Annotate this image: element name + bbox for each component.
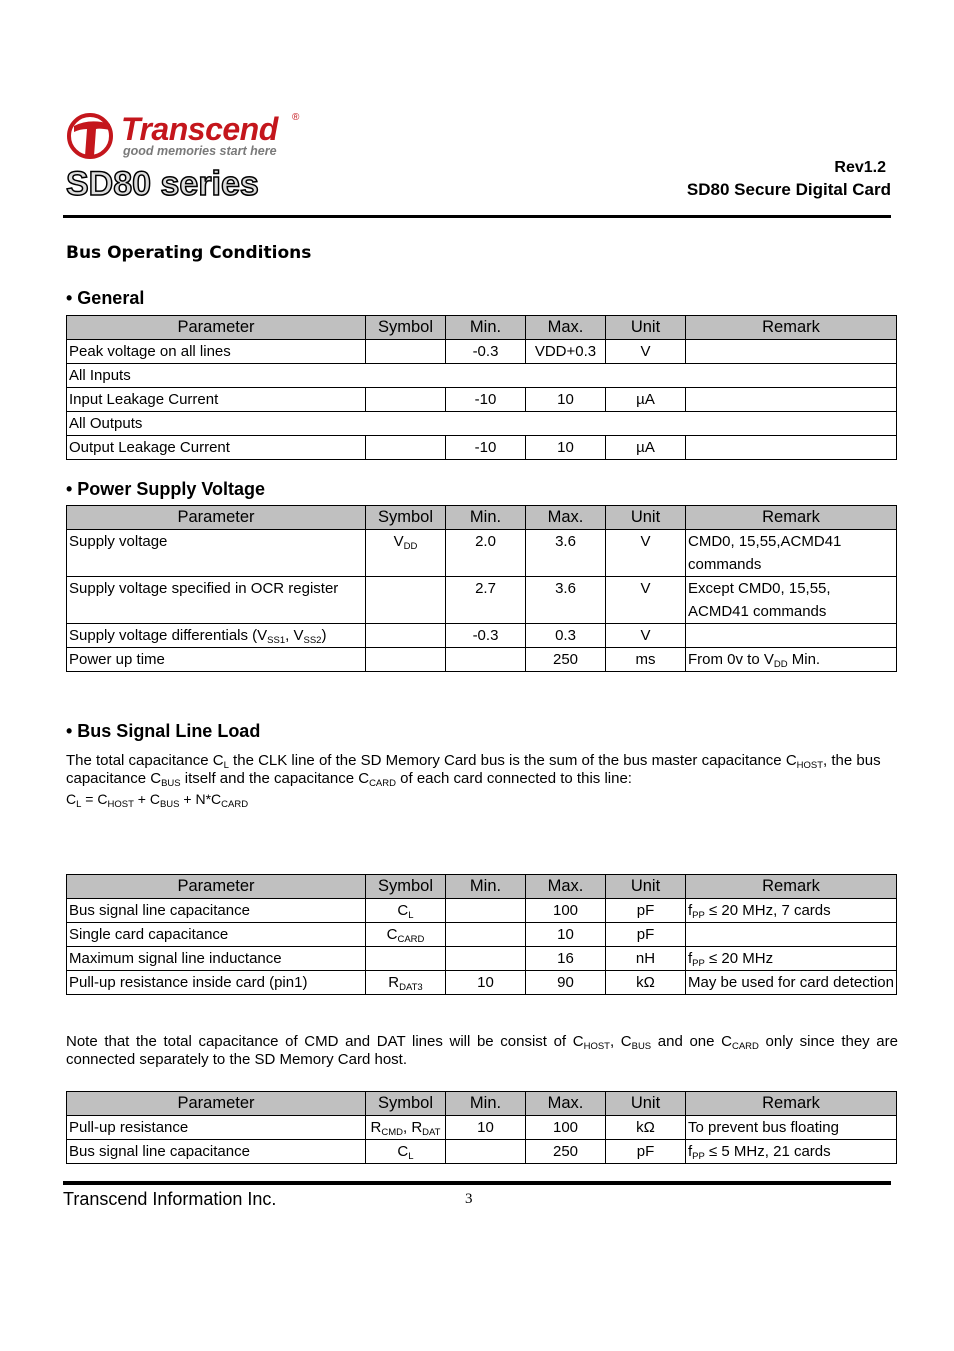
col-symbol: Symbol [366, 506, 446, 530]
col-unit: Unit [606, 506, 686, 530]
para-text: of each card connected to this line: [395, 770, 632, 787]
cell-remark [686, 1140, 897, 1164]
cell-min [446, 923, 526, 947]
col-max: Max. [526, 1092, 606, 1116]
cell-parameter: Maximum signal line inductance [67, 947, 366, 971]
table-row [67, 577, 897, 624]
table-header-row [67, 506, 897, 530]
cell-unit: V [606, 340, 686, 364]
col-parameter: Parameter [67, 316, 366, 340]
group-label: All Inputs [67, 364, 897, 388]
cell-min: -10 [446, 436, 526, 460]
cell-symbol [366, 577, 446, 624]
remark-text: ≤ 5 MHz, 21 cards [704, 1143, 831, 1160]
cell-parameter: Supply voltage specified in OCR register [67, 577, 366, 624]
col-symbol: Symbol [366, 316, 446, 340]
cell-remark [686, 388, 897, 412]
para-subscript: CARD [369, 778, 396, 789]
param-subscript: SS1 [267, 635, 286, 646]
registered-mark: ® [292, 112, 300, 123]
cell-symbol [366, 971, 446, 995]
bus-signal-paragraph [66, 752, 898, 788]
cell-min: 2.7 [446, 577, 526, 624]
col-max: Max. [526, 875, 606, 899]
cell-symbol [366, 1140, 446, 1164]
para-text: itself and the capacitance C [180, 770, 370, 787]
col-symbol: Symbol [366, 1092, 446, 1116]
col-min: Min. [446, 1092, 526, 1116]
col-max: Max. [526, 316, 606, 340]
cell-max: 100 [526, 1116, 606, 1140]
table-row [67, 530, 897, 577]
note-paragraph [66, 1033, 898, 1069]
bus-signal-heading: • Bus Signal Line Load [66, 721, 261, 741]
cell-parameter: Pull-up resistance [67, 1116, 366, 1140]
general-table [66, 315, 897, 460]
cell-unit: pF [606, 1140, 686, 1164]
cell-min [446, 899, 526, 923]
cell-max: 3.6 [526, 530, 606, 577]
cell-remark [686, 923, 897, 947]
formula-text: + C [133, 791, 160, 807]
general-heading: • General [66, 288, 145, 308]
cell-min [446, 1140, 526, 1164]
remark-text: f [688, 950, 693, 967]
cell-max: 250 [526, 648, 606, 672]
cell-unit: pF [606, 899, 686, 923]
cell-remark [686, 899, 897, 923]
param-subscript: SS2 [303, 635, 322, 646]
cell-parameter: Single card capacitance [67, 923, 366, 947]
param-text: Supply voltage differentials (V [69, 627, 268, 644]
power-heading: • Power Supply Voltage [66, 479, 266, 499]
cell-max: 16 [526, 947, 606, 971]
cell-max: 0.3 [526, 624, 606, 648]
para-subscript: BUS [161, 778, 181, 789]
footer-company: Transcend Information Inc. [63, 1189, 277, 1209]
cell-unit: V [606, 577, 686, 624]
remark-text: f [688, 902, 693, 919]
footer-divider [63, 1181, 891, 1185]
formula-subscript: CARD [221, 799, 249, 810]
cell-min: 10 [446, 971, 526, 995]
cell-remark [686, 648, 897, 672]
series-title: SD80 series [66, 165, 259, 203]
cell-parameter: Bus signal line capacitance [67, 899, 366, 923]
table-row [67, 923, 897, 947]
cell-parameter: Pull-up resistance inside card (pin1) [67, 971, 366, 995]
cell-max: 100 [526, 899, 606, 923]
cell-symbol [366, 1116, 446, 1140]
table-header-row [67, 1092, 897, 1116]
col-remark: Remark [686, 506, 897, 530]
cell-max: 10 [526, 923, 606, 947]
cell-symbol [366, 923, 446, 947]
cell-min: -0.3 [446, 340, 526, 364]
col-remark: Remark [686, 875, 897, 899]
cell-symbol [366, 340, 446, 364]
param-text: , V [285, 627, 304, 644]
cell-parameter: Output Leakage Current [67, 436, 366, 460]
table-header-row [67, 875, 897, 899]
col-parameter: Parameter [67, 506, 366, 530]
symbol-subscript: CMD [381, 1127, 403, 1138]
symbol-text: V [393, 533, 404, 550]
symbol-text: C [397, 1143, 409, 1160]
table-row [67, 947, 897, 971]
cell-unit: V [606, 624, 686, 648]
cell-min: -10 [446, 388, 526, 412]
table-header-row [67, 316, 897, 340]
remark-subscript: DD [773, 659, 788, 670]
formula-subscript: HOST [107, 799, 134, 810]
col-remark: Remark [686, 1092, 897, 1116]
para-text: The total capacitance C [66, 752, 224, 769]
table-row [67, 1140, 897, 1164]
capacitance-formula [66, 790, 898, 808]
symbol-text: R [388, 974, 400, 991]
table-row [67, 899, 897, 923]
remark-subscript: PP [692, 1151, 705, 1162]
note-text: Note that the total capacitance of CMD and DAT lines will be consist of C [66, 1033, 584, 1050]
pullup-table [66, 1091, 897, 1164]
cell-unit: kΩ [606, 971, 686, 995]
cell-unit: kΩ [606, 1116, 686, 1140]
note-subscript: BUS [631, 1041, 652, 1052]
remark-text: Min. [787, 651, 821, 668]
col-symbol: Symbol [366, 875, 446, 899]
table-group-row [67, 364, 897, 388]
remark-subscript: PP [692, 958, 705, 969]
note-subscript: HOST [583, 1041, 610, 1052]
cell-symbol [366, 436, 446, 460]
product-title: SD80 Secure Digital Card [686, 180, 891, 199]
para-subscript: L [223, 760, 229, 771]
remark-text: ≤ 20 MHz [704, 950, 774, 967]
cell-remark: To prevent bus floating [686, 1116, 897, 1140]
symbol-text: R [370, 1119, 382, 1136]
note-subscript: CARD [731, 1041, 759, 1052]
formula-text: + N*C [179, 791, 222, 807]
table-row [67, 388, 897, 412]
cell-unit: V [606, 530, 686, 577]
cell-min: 2.0 [446, 530, 526, 577]
remark-text: From 0v to V [688, 651, 774, 668]
cell-symbol [366, 530, 446, 577]
cell-min [446, 947, 526, 971]
remark-text: f [688, 1143, 693, 1160]
symbol-text: , R [403, 1119, 423, 1136]
cell-symbol [366, 648, 446, 672]
table-row [67, 624, 897, 648]
symbol-text: C [386, 926, 398, 943]
header-divider [63, 215, 891, 218]
symbol-subscript: DAT3 [399, 982, 423, 993]
symbol-subscript: DAT [422, 1127, 441, 1138]
cell-max: 10 [526, 436, 606, 460]
col-min: Min. [446, 316, 526, 340]
cell-remark [686, 436, 897, 460]
table-row [67, 340, 897, 364]
symbol-subscript: DD [403, 541, 418, 552]
cell-min: -0.3 [446, 624, 526, 648]
note-text: , C [609, 1033, 632, 1050]
cell-unit: µA [606, 388, 686, 412]
logo-wordmark: Transcend [121, 111, 278, 147]
para-text: , the bus capacitance C [66, 752, 881, 787]
col-unit: Unit [606, 316, 686, 340]
formula-subscript: BUS [159, 799, 180, 810]
cell-remark [686, 624, 897, 648]
cell-symbol [366, 947, 446, 971]
cell-unit: nH [606, 947, 686, 971]
cell-max: 3.6 [526, 577, 606, 624]
cell-min: 10 [446, 1116, 526, 1140]
col-min: Min. [446, 506, 526, 530]
logo-tagline: good memories start here [123, 144, 277, 158]
col-parameter: Parameter [67, 875, 366, 899]
section-title: Bus Operating Conditions [66, 243, 312, 263]
table-group-row [67, 412, 897, 436]
cell-unit: pF [606, 923, 686, 947]
power-table [66, 505, 897, 672]
cell-parameter: Bus signal line capacitance [67, 1140, 366, 1164]
cell-symbol [366, 899, 446, 923]
bus-signal-table [66, 874, 897, 995]
col-unit: Unit [606, 1092, 686, 1116]
cell-parameter: Peak voltage on all lines [67, 340, 366, 364]
transcend-t-icon [66, 112, 118, 160]
cell-unit: µA [606, 436, 686, 460]
cell-remark: CMD0, 15,55,ACMD41 commands [686, 530, 897, 577]
transcend-logo [66, 112, 306, 162]
formula-text: C [66, 791, 77, 807]
col-min: Min. [446, 875, 526, 899]
table-row [67, 971, 897, 995]
col-remark: Remark [686, 316, 897, 340]
symbol-subscript: CARD [397, 934, 425, 945]
cell-unit: ms [606, 648, 686, 672]
cell-remark [686, 947, 897, 971]
cell-parameter: Power up time [67, 648, 366, 672]
cell-max: 250 [526, 1140, 606, 1164]
table-row [67, 436, 897, 460]
cell-remark: May be used for card detection [686, 971, 897, 995]
cell-remark [686, 340, 897, 364]
cell-max: 10 [526, 388, 606, 412]
symbol-subscript: L [408, 910, 414, 921]
cell-max: 90 [526, 971, 606, 995]
cell-min [446, 648, 526, 672]
formula-text: = C [81, 791, 108, 807]
para-subscript: HOST [796, 760, 824, 771]
cell-parameter: Supply voltage [67, 530, 366, 577]
symbol-text: C [397, 902, 409, 919]
para-text: the CLK line of the SD Memory Card bus is the sum of the bus master capacitance C [228, 752, 797, 769]
col-unit: Unit [606, 875, 686, 899]
formula-subscript: L [76, 799, 82, 810]
note-text: and one C [651, 1033, 732, 1050]
cell-max: VDD+0.3 [526, 340, 606, 364]
table-row [67, 648, 897, 672]
cell-symbol [366, 624, 446, 648]
cell-parameter: Input Leakage Current [67, 388, 366, 412]
param-text: ) [321, 627, 327, 644]
col-parameter: Parameter [67, 1092, 366, 1116]
cell-symbol [366, 388, 446, 412]
revision-label: Rev1.2 [834, 159, 886, 176]
remark-text: ≤ 20 MHz, 7 cards [704, 902, 831, 919]
symbol-subscript: L [408, 1151, 414, 1162]
cell-remark: Except CMD0, 15,55, ACMD41 commands [686, 577, 897, 624]
group-label: All Outputs [67, 412, 897, 436]
note-text: only since they are connected separately to the SD Memory Card host. [66, 1033, 898, 1068]
table-row [67, 1116, 897, 1140]
cell-parameter [67, 624, 366, 648]
page-number: 3 [465, 1191, 473, 1207]
col-max: Max. [526, 506, 606, 530]
remark-subscript: PP [692, 910, 705, 921]
